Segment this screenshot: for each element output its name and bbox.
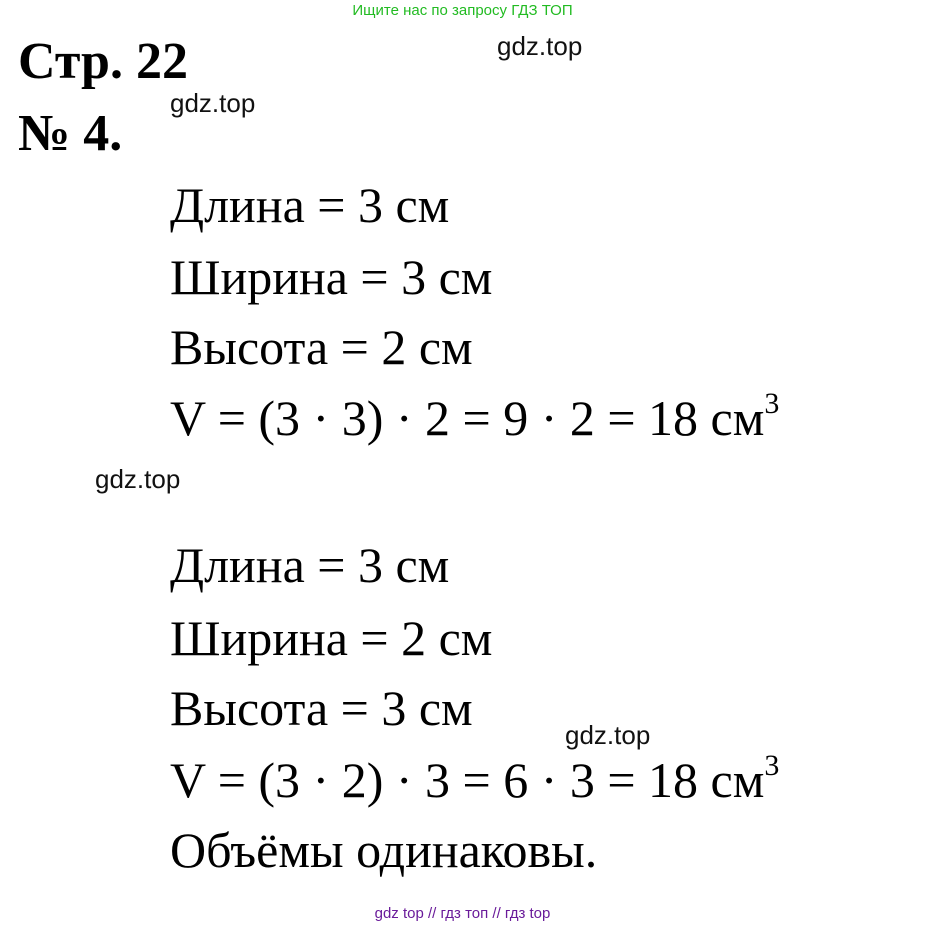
watermark: gdz.top [170, 88, 256, 118]
height-line: Высота = 2 см [170, 319, 473, 375]
width-line: Ширина = 3 см [170, 249, 493, 305]
footer-links[interactable]: gdz top // гдз топ // гдз top [374, 905, 551, 922]
volume-exponent: 3 [764, 387, 780, 421]
watermark: gdz.top [565, 720, 651, 750]
volume-formula: V = (3 · 2) · 3 = 6 · 3 = 18 см [170, 752, 765, 808]
volume-formula: V = (3 · 3) · 2 = 9 · 2 = 18 см [170, 390, 765, 446]
conclusion-line: Объёмы одинаковы. [170, 822, 598, 878]
watermark: gdz.top [95, 464, 181, 494]
length-line: Длина = 3 см [170, 177, 450, 233]
height-line: Высота = 3 см [170, 680, 473, 736]
volume-line [170, 749, 780, 808]
volume-exponent: 3 [764, 749, 780, 783]
exercise-number-heading: № 4. [18, 105, 123, 162]
top-banner[interactable]: Ищите нас по запросу ГДЗ ТОП [352, 2, 573, 19]
watermark: gdz.top [497, 31, 583, 61]
page-number-heading: Стр. 22 [18, 33, 188, 90]
width-line: Ширина = 2 см [170, 610, 493, 666]
length-line: Длина = 3 см [170, 537, 450, 593]
volume-line [170, 387, 780, 446]
